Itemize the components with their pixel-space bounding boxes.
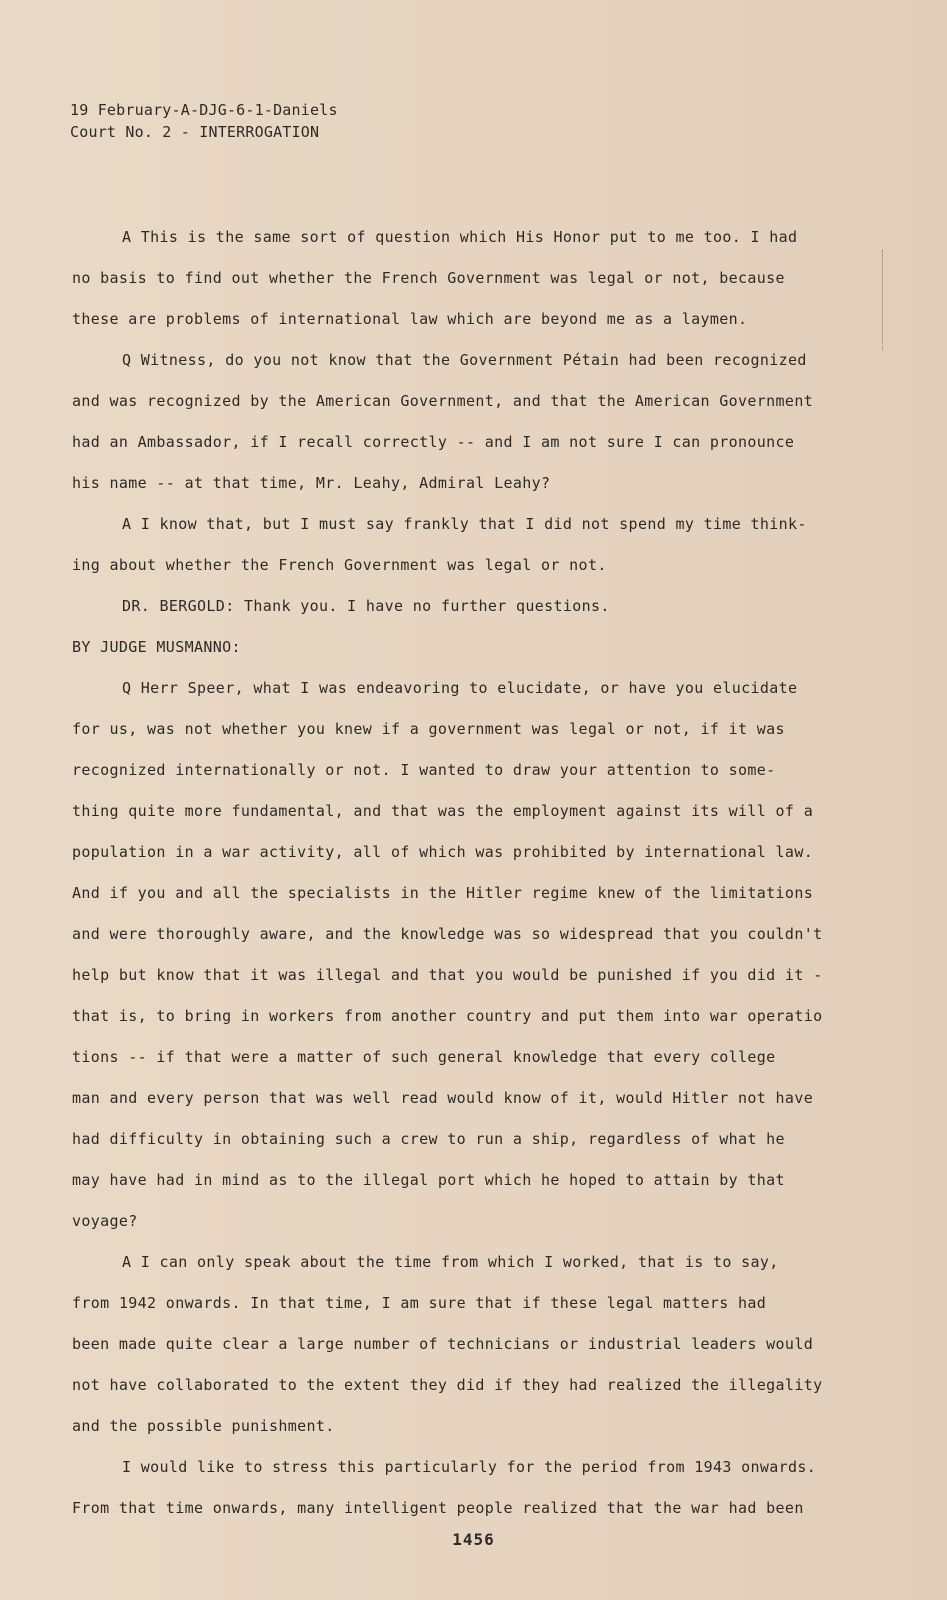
transcript-line: A I can only speak about the time from which I worked, that is to say, [122, 1253, 779, 1271]
transcript-line: population in a war activity, all of which was prohibited by international law. [72, 843, 814, 861]
transcript-line: that is, to bring in workers from another country and put them into war operatio [72, 1007, 823, 1025]
transcript-line: his name -- at that time, Mr. Leahy, Admiral Leahy? [72, 474, 551, 492]
page-number: 1456 [452, 1530, 495, 1549]
document-header [70, 99, 338, 143]
transcript-line: had difficulty in obtaining such a crew to run a ship, regardless of what he [72, 1130, 785, 1148]
transcript-line: these are problems of international law which are beyond me as a laymen. [72, 310, 748, 328]
transcript-line: been made quite clear a large number of technicians or industrial leaders would [72, 1335, 814, 1353]
transcript-line: recognized internationally or not. I wanted to draw your attention to some- [72, 761, 776, 779]
transcript-line: I would like to stress this particularly for the period from 1943 onwards. [122, 1458, 817, 1476]
transcript-line: DR. BERGOLD: Thank you. I have no further questions. [122, 597, 610, 615]
transcript-line: And if you and all the specialists in the Hitler regime knew of the limitations [72, 884, 814, 902]
transcript-line: thing quite more fundamental, and that was the employment against its will of a [72, 802, 814, 820]
header-line-2: Court No. 2 - INTERROGATION [70, 123, 320, 141]
transcript-line: ing about whether the French Government was legal or not. [72, 556, 607, 574]
transcript-line: not have collaborated to the extent they did if they had realized the illegality [72, 1376, 823, 1394]
transcript-line: voyage? [72, 1212, 138, 1230]
transcript-line: BY JUDGE MUSMANNO: [72, 638, 241, 656]
transcript-line: Q Herr Speer, what I was endeavoring to elucidate, or have you elucidate [122, 679, 798, 697]
transcript-line: help but know that it was illegal and that you would be punished if you did it - [72, 966, 823, 984]
transcript-line: may have had in mind as to the illegal port which he hoped to attain by that [72, 1171, 785, 1189]
header-line-1: 19 February-A-DJG-6-1-Daniels [70, 101, 338, 119]
transcript-line: had an Ambassador, if I recall correctly -- and I am not sure I can pronounce [72, 433, 795, 451]
transcript-line: tions -- if that were a matter of such general knowledge that every college [72, 1048, 776, 1066]
transcript-body [72, 217, 902, 1529]
transcript-line: and the possible punishment. [72, 1417, 335, 1435]
transcript-line: for us, was not whether you knew if a government was legal or not, if it was [72, 720, 785, 738]
transcript-line: From that time onwards, many intelligent people realized that the war had been [72, 1499, 804, 1517]
transcript-line: no basis to find out whether the French Government was legal or not, because [72, 269, 785, 287]
transcript-line: A This is the same sort of question which His Honor put to me too. I had [122, 228, 798, 246]
transcript-line: A I know that, but I must say frankly that I did not spend my time think- [122, 515, 807, 533]
transcript-line: man and every person that was well read would know of it, would Hitler not have [72, 1089, 814, 1107]
transcript-line: Q Witness, do you not know that the Government Pétain had been recognized [122, 351, 807, 369]
transcript-line: and was recognized by the American Government, and that the American Government [72, 392, 814, 410]
transcript-line: and were thoroughly aware, and the knowledge was so widespread that you couldn't [72, 925, 823, 943]
transcript-line: from 1942 onwards. In that time, I am sure that if these legal matters had [72, 1294, 767, 1312]
